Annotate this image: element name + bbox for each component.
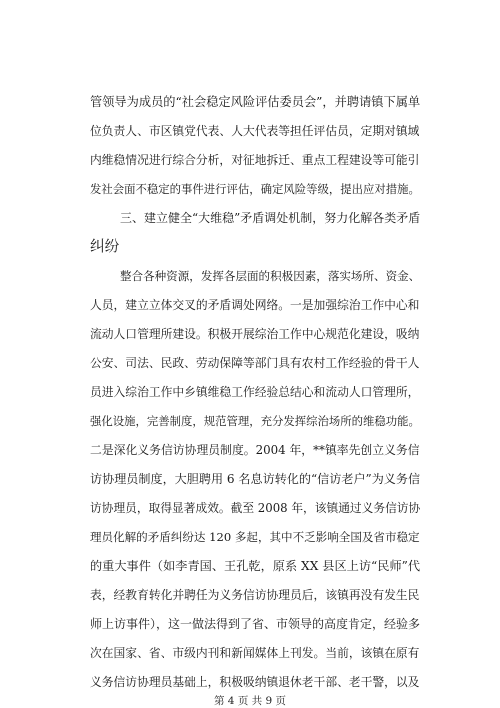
body-line-2: 位负责人、市区镇党代表、人大代表等担任评估员，定期对镇域	[90, 124, 420, 138]
body-line-4: 发社会面不稳定的事件进行评估，确定风险等级，提出应对措施。	[90, 182, 420, 196]
body-line-18: 表，经教育转化并聘任为义务信访协理员后，该镇再没有发生民	[90, 588, 420, 602]
body-line-16: 理员化解的矛盾纠纷达 120 多起，其中不乏影响全国及省市稳定	[90, 530, 420, 544]
page-number-footer: 第 4 页 共 9 页	[213, 695, 287, 707]
body-line-12: 强化设施，完善制度，规范管理，充分发挥综治场所的维稳功能。	[90, 414, 420, 428]
body-line-17: 的重大事件（如李青国、王孔乾，原系 XX 县区上访“民师”代	[90, 559, 421, 573]
body-line-21: 义务信访协理员基础上，积极吸纳镇退休老干部、老干警，以及	[90, 675, 420, 689]
body-line-15: 访协理员，取得显著成效。截至 2008 年，该镇通过义务信访协	[90, 501, 421, 515]
body-line-3: 内维稳情况进行综合分析，对征地拆迁、重点工程建设等可能引	[90, 153, 420, 167]
section-heading-3: 三、建立健全“大维稳”矛盾调处机制，努力化解各类矛盾	[120, 211, 421, 225]
body-line-19: 师上访事件），这一做法得到了省、市领导的高度肯定，经验多	[90, 617, 420, 631]
body-line-9: 流动人口管理所建设。积极开展综治工作中心规范化建设，吸纳	[90, 327, 420, 341]
body-line-10: 公安、司法、民政、劳动保障等部门具有农村工作经验的骨干人	[90, 356, 420, 370]
section-heading-3-cont: 纠纷	[90, 238, 120, 255]
body-line-13: 二是深化义务信访协理员制度。2004 年，**镇率先创立义务信	[90, 443, 420, 457]
body-line-11: 员进入综治工作中乡镇维稳工作经验总结心和流动人口管理所，	[90, 385, 420, 399]
body-line-7: 整合各种资源，发挥各层面的积极因素，落实场所、资金、	[120, 269, 421, 283]
body-line-1: 管领导为成员的“社会稳定风险评估委员会”，并聘请镇下属单	[90, 95, 421, 109]
body-line-14: 访协理员制度，大胆聘用 6 名息访转化的“信访老户”为义务信	[90, 472, 421, 486]
body-line-8: 人员，建立立体交叉的矛盾调处网络。一是加强综治工作中心和	[90, 298, 420, 312]
body-line-20: 次在国家、省、市级内刊和新闻媒体上刊发。当前，该镇在原有	[90, 646, 420, 660]
